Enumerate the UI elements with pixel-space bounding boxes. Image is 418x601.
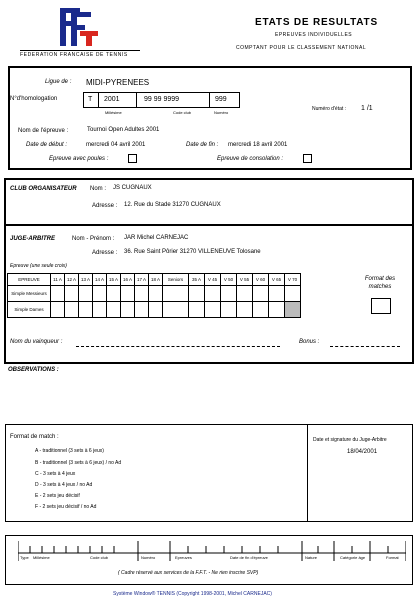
- table-cell[interactable]: [205, 286, 221, 302]
- format-matches-label: Format des matches: [364, 276, 396, 290]
- etat-label: Numéro d'état :: [312, 106, 347, 112]
- format-item: A - traditionnel (3 sets à 6 jeux): [35, 448, 104, 454]
- table-header: 14 A: [93, 274, 107, 286]
- fft-logo: [58, 8, 102, 46]
- reserved-header: Millésime: [33, 555, 50, 560]
- table-header: V 65: [269, 274, 285, 286]
- homologation-type: T: [88, 96, 93, 103]
- date-debut-value: mercredi 04 avril 2001: [86, 142, 146, 148]
- reserved-header: Type: [20, 555, 29, 560]
- table-cell[interactable]: [269, 302, 285, 318]
- reserved-header: Date de fin d'épreuve: [230, 555, 268, 560]
- club-section-title: CLUB ORGANISATEUR: [10, 186, 77, 192]
- juge-adresse-value: 36. Rue Saint Pôrier 31270 VILLENEUVE Tolosane: [124, 249, 261, 255]
- table-header: 15 A: [107, 274, 121, 286]
- format-item: B - traditionnel (3 sets à 6 jeux) / no Ad: [35, 460, 122, 466]
- table-cell[interactable]: [189, 302, 205, 318]
- ligue-label: Ligue de :: [45, 79, 72, 85]
- table-cell[interactable]: [65, 286, 79, 302]
- table-cell[interactable]: [237, 286, 253, 302]
- table-cell[interactable]: [221, 286, 237, 302]
- table-header: 11 A: [51, 274, 65, 286]
- table-header: 17 A: [135, 274, 149, 286]
- vainqueur-field[interactable]: [76, 346, 280, 347]
- table-cell[interactable]: [237, 302, 253, 318]
- club-adresse-label: Adresse :: [92, 203, 118, 209]
- table-header: 18 A: [149, 274, 163, 286]
- table-header: V 70: [285, 274, 301, 286]
- caption-millesime: Millésime: [105, 110, 122, 115]
- table-cell[interactable]: [79, 286, 93, 302]
- format-item: D - 3 sets à 4 jeux / no Ad: [35, 482, 93, 488]
- format-match-label: Format de match :: [10, 434, 59, 440]
- consolation-checkbox[interactable]: [303, 154, 312, 163]
- page-title: ETATS DE RESULTATS: [255, 17, 378, 28]
- club-nom-value: JS CUGNAUX: [113, 185, 152, 191]
- homologation-code-club: 99 99 9999: [144, 96, 180, 103]
- reserved-header: Nature: [305, 555, 318, 560]
- caption-numero: Numéro: [214, 110, 229, 115]
- table-cell[interactable]: [93, 286, 107, 302]
- format-item: E - 2 sets jeu décisif: [35, 493, 80, 499]
- table-cell[interactable]: [79, 302, 93, 318]
- club-adresse-value: 12. Rue du Stade 31270 CUGNAUX: [124, 202, 221, 208]
- reserved-header: Epreuves: [175, 555, 192, 560]
- table-header: 16 A: [121, 274, 135, 286]
- table-cell[interactable]: [149, 302, 163, 318]
- juge-nom-label: Nom - Prénom :: [72, 236, 115, 242]
- juge-nom-value: JAR Michel CARNEJAC: [124, 235, 189, 241]
- row-label-simple-dames: Simple Dames: [8, 302, 51, 318]
- table-cell[interactable]: [65, 302, 79, 318]
- reserved-header: Catégorie âge: [340, 555, 366, 560]
- club-nom-label: Nom :: [90, 186, 107, 192]
- homologation-box: [83, 92, 240, 108]
- reserved-header: Numéro: [141, 555, 156, 560]
- epreuve-table: [7, 273, 301, 318]
- credit-line: Système Window® TENNIS (Copyright 1998-2001, Michel CARNEJAC): [113, 591, 272, 597]
- table-header: V 55: [237, 274, 253, 286]
- table-cell[interactable]: [121, 286, 135, 302]
- table-cell[interactable]: [253, 302, 269, 318]
- table-cell[interactable]: [285, 286, 301, 302]
- table-header: V 50: [221, 274, 237, 286]
- table-header: V 60: [253, 274, 269, 286]
- epreuve-nom-label: Nom de l'épreuve :: [18, 128, 69, 134]
- table-cell[interactable]: [269, 286, 285, 302]
- epreuve-nom-value: Tournoi Open Adultes 2001: [87, 127, 160, 133]
- table-cell[interactable]: [149, 286, 163, 302]
- date-debut-label: Date de début :: [26, 142, 68, 148]
- bonus-field[interactable]: [330, 346, 400, 347]
- juge-section-title: JUGE-ARBITRE: [10, 236, 56, 242]
- reserved-header: Format: [386, 555, 399, 560]
- table-header: 35 A: [189, 274, 205, 286]
- table-cell-disabled: [285, 302, 301, 318]
- table-cell[interactable]: [121, 302, 135, 318]
- poules-checkbox[interactable]: [128, 154, 137, 163]
- date-fin-label: Date de fin :: [186, 142, 219, 148]
- homologation-numero: 999: [215, 96, 227, 103]
- page-subtitle: EPREUVES INDIVIDUELLES: [275, 32, 353, 38]
- signature-label: Date et signature du Juge-Arbitre: [313, 437, 387, 443]
- table-cell[interactable]: [107, 302, 121, 318]
- table-cell[interactable]: [51, 286, 65, 302]
- reserved-header: Code club: [90, 555, 109, 560]
- table-header: EPREUVE: [8, 274, 51, 286]
- juge-adresse-label: Adresse :: [92, 250, 118, 256]
- table-header: V 45: [205, 274, 221, 286]
- table-header: 13 A: [79, 274, 93, 286]
- table-cell[interactable]: [135, 302, 149, 318]
- bonus-label: Bonus :: [299, 339, 320, 345]
- format-item: F - 2 sets jeu décisif / no Ad: [35, 504, 97, 510]
- ligue-value: MIDI-PYRENEES: [86, 78, 150, 87]
- etat-value: 1 /1: [361, 105, 373, 112]
- table-cell[interactable]: [221, 302, 237, 318]
- caption-code-club: Code club: [173, 110, 192, 115]
- table-header: Seniors: [163, 274, 189, 286]
- date-fin-value: mercredi 18 avril 2001: [228, 142, 288, 148]
- consolation-label: Epreuve de consolation :: [217, 156, 284, 162]
- table-cell[interactable]: [51, 302, 65, 318]
- table-cell[interactable]: [205, 302, 221, 318]
- federation-name: FEDERATION FRANCAISE DE TENNIS: [20, 52, 128, 58]
- vainqueur-label: Nom du vainqueur :: [10, 339, 63, 345]
- table-cell[interactable]: [163, 286, 189, 302]
- table-cell[interactable]: [253, 286, 269, 302]
- table-caption: Epreuve (une seule croix): [10, 263, 67, 269]
- format-item: C - 3 sets à 4 jeux: [35, 471, 76, 477]
- format-matches-box[interactable]: [371, 298, 391, 314]
- signature-date: 18/04/2001: [347, 449, 378, 455]
- table-cell[interactable]: [107, 286, 121, 302]
- page-subtitle2: COMPTANT POUR LE CLASSEMENT NATIONAL: [236, 45, 367, 51]
- table-header: 12 A: [65, 274, 79, 286]
- row-label-simple-messieurs: Simple Messieurs: [8, 286, 51, 302]
- observations-label: OBSERVATIONS :: [8, 367, 59, 373]
- homologation-millesime: 2001: [104, 96, 120, 103]
- table-cell[interactable]: [135, 286, 149, 302]
- table-cell[interactable]: [93, 302, 107, 318]
- reserved-note: ( Cadre réservé aux services de la F.F.T. - Ne rien inscrire SVP): [118, 570, 259, 576]
- table-cell[interactable]: [163, 302, 189, 318]
- table-cell[interactable]: [189, 286, 205, 302]
- homologation-label: N°d'homologation: [10, 96, 58, 102]
- poules-label: Epreuve avec poules :: [49, 156, 109, 162]
